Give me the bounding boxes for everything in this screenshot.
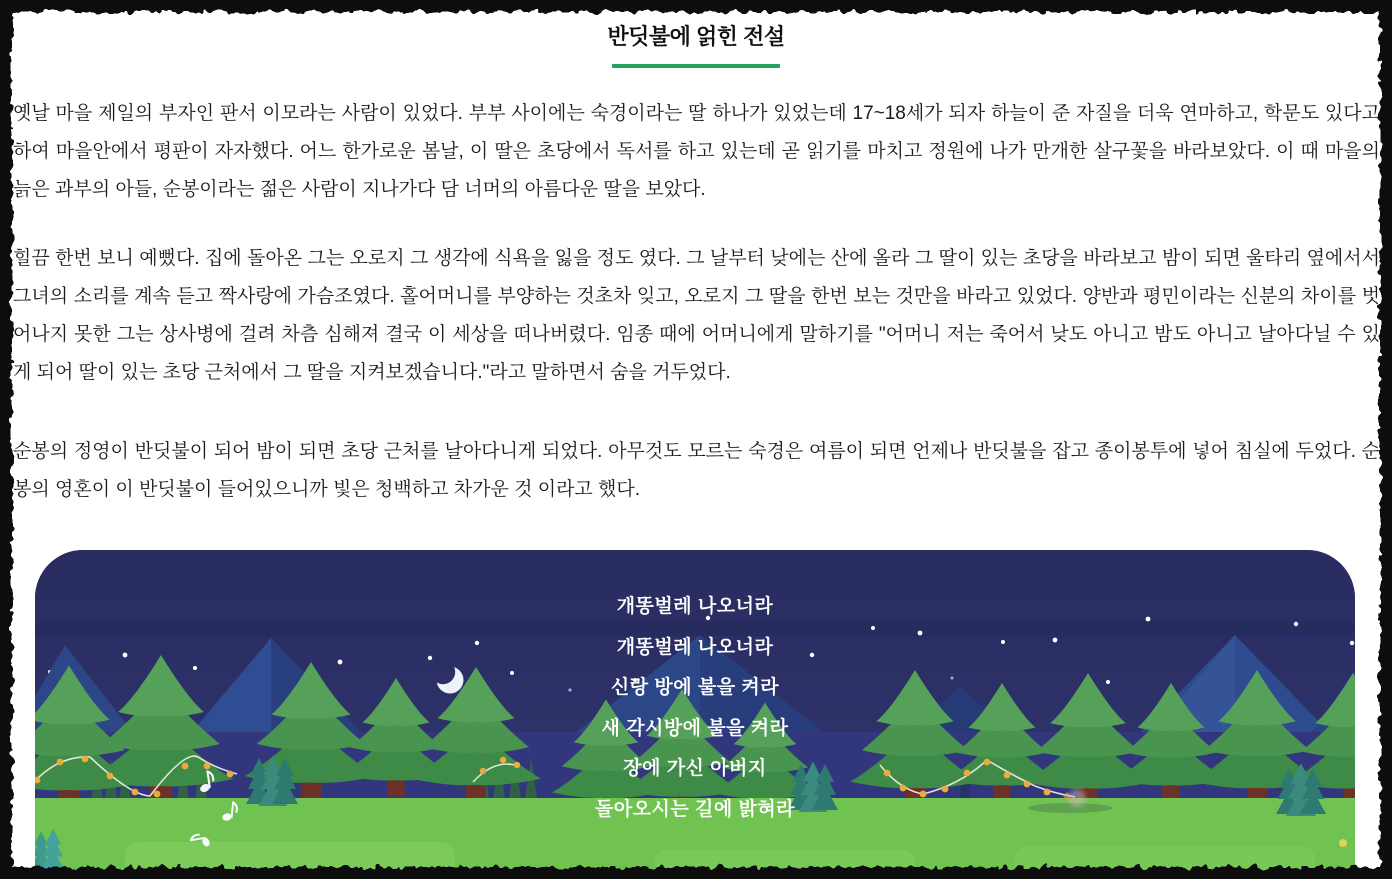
lyric-line: 돌아오시는 길에 밝혀라	[594, 798, 796, 820]
title-underline	[612, 64, 780, 68]
lyric-line: 신랑 방에 불을 켜라	[610, 677, 780, 698]
story-paragraph-1: 옛날 마을 제일의 부자인 판서 이모라는 사람이 있었다. 부부 사이에는 숙경이라는 딸 하나가 있었는데 17~18세가 되자 하늘이 준 자질을 더욱 연마하고, 학문도 있다고 하여 마을안에서 평판이 자자했다. 어느 한가로운 봄날, 이 딸은 초당에서 독서를 하고 있는데 곧 읽기를 마치고 정원에 나가 만개한 살구꽃을 바라보았다. 이 때 마을의 늙은 과부의 아들, 순봉이라는 젊은 사람이 지나가다 담 너머의 아름다운 딸을 보았다.	[13, 103, 1380, 200]
firefly-dot	[1339, 839, 1347, 847]
lyric-line: 개똥벌레 나오너라	[616, 596, 774, 617]
story-paragraph-3: 순봉의 정영이 반딧불이 되어 밤이 되면 초당 근처를 날아다니게 되었다. 아무것도 모르는 숙경은 여름이 되면 언제나 반딧불을 잡고 종이봉투에 넣어 침실에 두었다. 순봉의 영혼이 이 반딧불이 들어있으니까 빛은 청백하고 차가운 것 이라고 했다.	[13, 441, 1380, 500]
song-lyrics	[35, 587, 1355, 830]
lyric-line: 개똥벌레 나오너라	[616, 636, 774, 658]
page-title: 반딧불에 얽힌 전설	[607, 24, 785, 49]
lyric-line: 장에 가신 아버지	[623, 758, 767, 779]
night-forest-banner	[35, 550, 1355, 879]
lyric-line: 새 각시방에 불을 켜라	[601, 717, 789, 739]
story-paragraph-2: 힐끔 한번 보니 예뻤다. 집에 돌아온 그는 오로지 그 생각에 식욕을 잃을 정도 였다. 그 날부터 낮에는 산에 올라 그 딸이 있는 초당을 바라보고 밤이 되면 울타리 옆에서서 그녀의 소리를 계속 듣고 짝사랑에 가슴조였다. 홀어머니를 부양하는 것초차 잊고, 오로지 그 딸을 한번 보는 것만을 바라고 있었다. 양반과 평민이라는 신분의 차이를 벗어나지 못한 그는 상사병에 걸려 차츰 심해져 결국 이 세상을 떠나버렸다. 임종 때에 어머니에게 말하기를 "어머니 저는 죽어서 낮도 아니고 밤도 아니고 날아다닐 수 있게 되어 딸이 있는 초당 근처에서 그 딸을 지켜보겠습니다."라고 말하면서 숨을 거두었다.	[13, 248, 1380, 383]
